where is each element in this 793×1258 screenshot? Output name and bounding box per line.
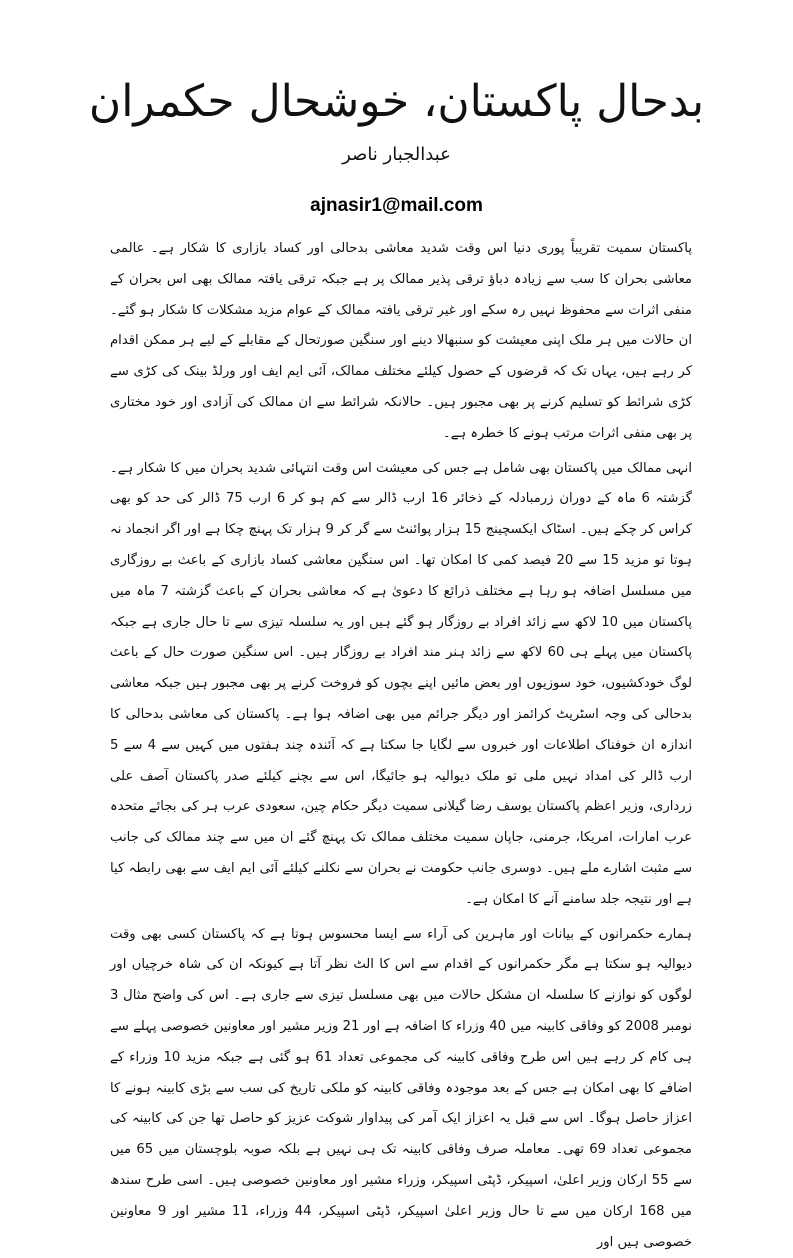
article-title: بدحال پاکستان، خوشحال حکمران <box>88 76 705 127</box>
author-name: عبدالجبار ناصر <box>342 144 451 165</box>
author-email[interactable]: ajnasir1@mail.com <box>310 195 483 216</box>
paragraph: انہی ممالک میں پاکستان بھی شامل ہے جس کی معیشت اس وقت انتہائی شدید بحران میں کا شکار ہے۔ گزشتہ 6 ماہ کے دوران زرمبادلہ کے ذخائر 16 ارب ڈالر سے کم ہو کر 6 ارب 75 ڈالر کی حد کو بھی کراس کر چکے ہیں۔ اسٹاک ایکسچینج 15 ہزار پوائنٹ سے گر کر 9 ہزار تک پہنچ چکا ہے اور اگر انجماد نہ ہوتا تو مزید 15 سے 20 فیصد کمی کا امکان تھا۔ اس سنگین معاشی کساد بازاری کے باعث بے روزگاری میں مسلسل اضافہ ہو رہا ہے مختلف ذرائع کا دعویٰ ہے کہ معاشی بحران کے باعث گزشتہ 7 ماہ میں پاکستان میں 10 لاکھ سے زائد افراد بے روزگار ہو گئے ہیں اور یہ سلسلہ تیزی سے تا حال جاری ہے جبکہ پاکستان میں پہلے ہی 60 لاکھ سے زائد ہنر مند افراد بے روزگار ہیں۔ اس سنگین صورت حال کے باعث لوگ خودکشیوں، خود سوزیوں اور بعض مائیں اپنے بچوں کو فروخت کرنے پر بھی مجبور ہیں جبکہ معاشی بدحالی کی وجہ اسٹریٹ کرائمز اور دیگر جرائم میں بھی اضافہ ہوا ہے۔ پاکستان کی معاشی بدحالی کا اندازہ ان خوفناک اطلاعات اور خبروں سے لگایا جا سکتا ہے کہ آئندہ چند ہفتوں میں کہیں سے 4 سے 5 ارب ڈالر کی امداد نہیں ملی تو ملک دیوالیہ ہو جائیگا، اس سے بچنے کیلئے صدر پاکستان آصف علی زرداری، وزیر اعظم پاکستان یوسف رضا گیلانی سمیت دیگر حکام چین، سعودی عرب ہر کی بجائے متحدہ عرب امارات، امریکا، جرمنی، جاپان سمیت مختلف ممالک تک پہنچ گئے ان میں سے چند ممالک کی جانب سے مثبت اشارے ملے ہیں۔ دوسری جانب حکومت نے بحران سے نکلنے کیلئے آئی ایم ایف سے بھی رابطہ کیا ہے اور نتیجہ جلد سامنے آنے کا امکان ہے۔ <box>110 460 692 907</box>
article-body <box>110 234 693 1250</box>
paragraph: پاکستان سمیت تقریباً پوری دنیا اس وقت شدید معاشی بدحالی اور کساد بازاری کا شکار ہے۔ عالمی معاشی بحران کا سب سے زیادہ دباؤ ترقی پذیر ممالک پر ہے جبکہ ترقی یافتہ ممالک بھی اس بحران کے منفی اثرات سے محفوظ نہیں رہ سکے اور غیر ترقی یافتہ ممالک کے عوام مزید مشکلات کا شکار ہو گئے۔ ان حالات میں ہر ملک اپنی معیشت کو سنبھالا دینے اور سنگین صورتحال کے مقابلے کے لیے ہر ممکن اقدام کر رہے ہیں، یہاں تک کہ قرضوں کے حصول کیلئے مختلف ممالک، آئی ایم ایف اور ورلڈ بینک کی کڑی سے کڑی شرائط کو تسلیم کرنے پر بھی مجبور ہیں۔ حالانکہ شرائط سے ان ممالک کی آزادی اور خود مختاری پر بھی منفی اثرات مرتب ہونے کا خطرہ ہے۔ <box>110 241 692 441</box>
paragraph: ہمارے حکمرانوں کے بیانات اور ماہرین کی آراء سے ایسا محسوس ہوتا ہے کہ پاکستان کسی بھی وقت دیوالیہ ہو سکتا ہے مگر حکمرانوں کے اقدام سے اس کا الٹ نظر آتا ہے کیونکہ ان کی شاہ خرچیاں اور لوگوں کو نوازنے کا سلسلہ ان مشکل حالات میں بھی مسلسل تیزی سے جاری ہے۔ اس کی واضح مثال 3 نومبر 2008 کو وفاقی کابینہ میں 40 وزراء کا اضافہ ہے اور 21 وزیر مشیر اور معاونین خصوصی پہلے سے ہی کام کر رہے ہیں اس طرح وفاقی کابینہ کی مجموعی تعداد 61 ہو گئی ہے جبکہ مزید 10 وزراء کے اضافے کا بھی امکان ہے جس کے بعد موجودہ وفاقی کابینہ کو ملکی تاریخ کی سب سے بڑی کابینہ ہونے کا اعزاز حاصل ہوگا۔ اس سے قبل یہ اعزاز ایک آمر کی پیداوار شوکت عزیز کو حاصل تھا جن کی کابینہ کی مجموعی تعداد 69 تھی۔ معاملہ صرف وفاقی کابینہ تک ہی نہیں ہے بلکہ صوبہ بلوچستان میں 65 میں سے 55 ارکان وزیر اعلیٰ، اسپیکر، ڈپٹی اسپیکر، وزراء مشیر اور معاونین خصوصی ہیں۔ اسی طرح سندھ میں 168 ارکان میں سے تا حال وزیر اعلیٰ اسپیکر، ڈپٹی اسپیکر، 44 وزراء، 11 مشیر اور 9 معاونین خصوصی ہیں اور <box>110 926 693 1250</box>
